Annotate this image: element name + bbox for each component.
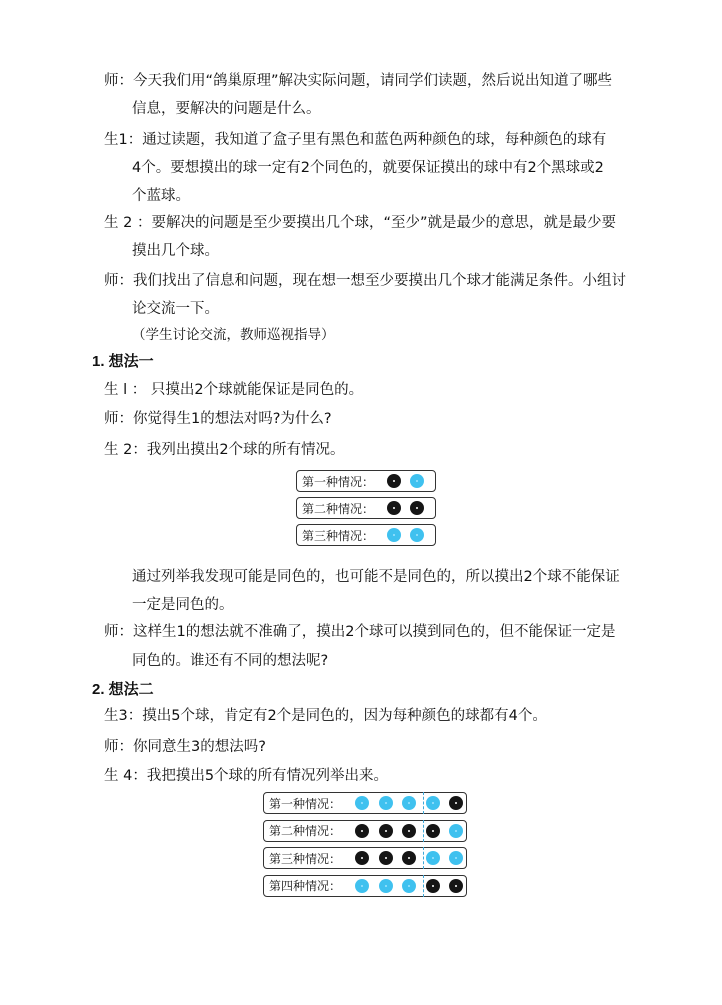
stage-direction: （学生讨论交流，教师巡视指导） [132,327,335,343]
black-ball [387,501,401,515]
student1-line-cont: 4个。要想摸出的球一定有2个同色的，就要保证摸出的球中有2个黑球或2 [132,160,604,176]
black-ball [355,824,369,838]
situation-row [296,524,436,546]
situation-row [296,470,436,492]
student2-list-line: 生 2：我列出摸出2个球的所有情况。 [104,442,345,458]
blue-ball [426,851,440,865]
blue-ball [410,474,424,488]
section-heading-1: 1. 想法一 [92,353,154,370]
blue-ball [387,528,401,542]
blue-ball [402,796,416,810]
student3-line: 生3：摸出5个球，肯定有2个是同色的，因为每种颜色的球都有4个。 [104,708,547,724]
student1-line-cont2: 个蓝球。 [132,188,190,204]
situation-label: 第一种情况： [302,474,375,489]
blue-ball [426,796,440,810]
group-separator [423,847,424,869]
teacher-line-3: 师：这样生1的想法就不准确了，摸出2个球可以摸到同色的，但不能保证一定是 [104,624,616,640]
group-separator [423,820,424,842]
situation-row [296,497,436,519]
blue-ball [449,851,463,865]
black-ball [410,501,424,515]
black-ball [449,879,463,893]
teacher-line-1: 师：今天我们用“鸽巢原理”解决实际问题，请同学们读题，然后说出知道了哪些 [104,73,613,89]
black-ball [387,474,401,488]
situation-label: 第一种情况： [269,796,342,811]
section-heading-2: 2. 想法二 [92,681,154,698]
situation-label: 第三种情况： [269,851,342,866]
black-ball [426,824,440,838]
group-separator [423,875,424,897]
situation-label: 第三种情况： [302,528,375,543]
teacher-line-1-cont: 信息，要解决的问题是什么。 [132,101,321,117]
teacher-line-2-cont: 论交流一下。 [132,301,219,317]
situation-row [263,820,467,842]
conclusion-line-cont: 一定是同色的。 [132,597,234,613]
blue-ball [379,879,393,893]
black-ball [379,824,393,838]
black-ball [402,824,416,838]
black-ball [402,851,416,865]
blue-ball [355,879,369,893]
blue-ball [449,824,463,838]
black-ball [355,851,369,865]
student1-line: 生1：通过读题，我知道了盒子里有黑色和蓝色两种颜色的球，每种颜色的球有 [104,132,607,148]
situation-row [263,847,467,869]
black-ball [426,879,440,893]
situation-row [263,875,467,897]
black-ball [449,796,463,810]
student4-line: 生 4：我把摸出5个球的所有情况列举出来。 [104,768,389,784]
situation-label: 第二种情况： [269,824,342,838]
group-separator [423,792,424,814]
teacher-line-3-cont: 同色的。谁还有不同的想法呢? [132,653,329,669]
blue-ball [410,528,424,542]
student1-idea-line: 生 l ： 只摸出2个球就能保证是同色的。 [104,382,364,398]
situation-label: 第二种情况： [302,501,375,516]
situation-row [263,792,467,814]
teacher-line-2: 师：我们找出了信息和问题，现在想一想至少要摸出几个球才能满足条件。小组讨 [104,273,626,289]
student2-line: 生 2 ：要解决的问题是至少要摸出几个球，“至少”就是最少的意思，就是最少要 [104,215,616,231]
blue-ball [379,796,393,810]
student2-line-cont: 摸出几个球。 [132,243,219,259]
situation-label: 第四种情况： [269,879,342,893]
conclusion-line: 通过列举我发现可能是同色的，也可能不是同色的，所以摸出2个球不能保证 [132,569,620,585]
teacher-question-line-2: 师：你同意生3的想法吗? [104,739,266,755]
blue-ball [355,796,369,810]
teacher-question-line: 师：你觉得生1的想法对吗?为什么? [104,411,332,427]
blue-ball [402,879,416,893]
black-ball [379,851,393,865]
